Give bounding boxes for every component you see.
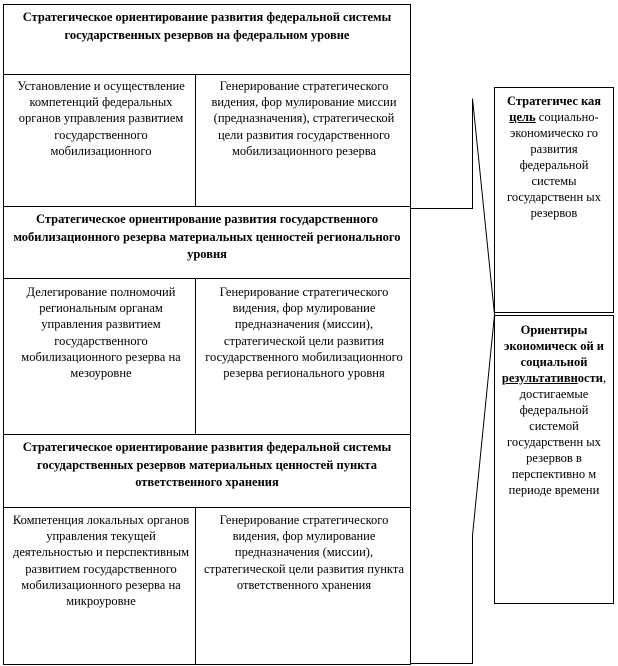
guidelines-rest: , достигаемые федеральной системой государственн ых резервов в перспективно м периоде времени bbox=[507, 371, 607, 497]
level-3-title: Стратегическое ориентирование развития федеральной системы государственных резервов материальных ценностей пункта ответственного хранения bbox=[22, 440, 392, 489]
level-2-title: Стратегическое ориентирование развития государственного мобилизационного резерва материальных ценностей регионального уровня bbox=[13, 212, 401, 261]
level-3-right-cell: Генерирование стратегического видения, фор мулирование предназначения (миссии), стратегической цели развития пункта ответственного хранения bbox=[203, 513, 404, 592]
guidelines-bold-underline: результативн bbox=[501, 371, 578, 385]
level-3-left-cell: Компетенция локальных органов управления текущей деятельностью и перспективным развитием государственного мобилизационного резерва на микроуровне bbox=[12, 513, 190, 609]
bracket bbox=[411, 99, 495, 664]
level-1-title: Стратегическое ориентирование развития федеральной системы государственных резервов на федеральном уровне bbox=[22, 10, 392, 42]
level-2-right-cell: Генерирование стратегического видения, фор мулирование предназначения (миссии), стратегической цели развития государственного мобилизационного резерва регионального уровня bbox=[205, 285, 403, 381]
strategic-goal-box bbox=[501, 93, 607, 307]
strategic-goal-rest: социально-экономическо го развития федеральной системы государственн ых резервов bbox=[507, 110, 601, 220]
level-1-left-cell: Установление и осуществление компетенций федеральных органов управления развитием государственного мобилизационного bbox=[17, 79, 185, 158]
guidelines-bold: Ориентиры экономическ ой и социальной bbox=[503, 323, 605, 369]
strategic-goal-bold: Стратегичес кая bbox=[506, 94, 602, 108]
performance-guidelines-box bbox=[501, 322, 607, 598]
strategic-goal-underline: цель bbox=[509, 110, 536, 124]
level-1-right-cell: Генерирование стратегического видения, фор мулирование миссии (предназначения), стратегической цели развития государственного мобилизационного резерва bbox=[211, 79, 397, 158]
level-2-left-cell: Делегирование полномочий региональным органам управления развитием государственного мобилизационного резерва на мезоуровне bbox=[21, 285, 181, 381]
guidelines-bold-end: ости bbox=[577, 371, 603, 385]
